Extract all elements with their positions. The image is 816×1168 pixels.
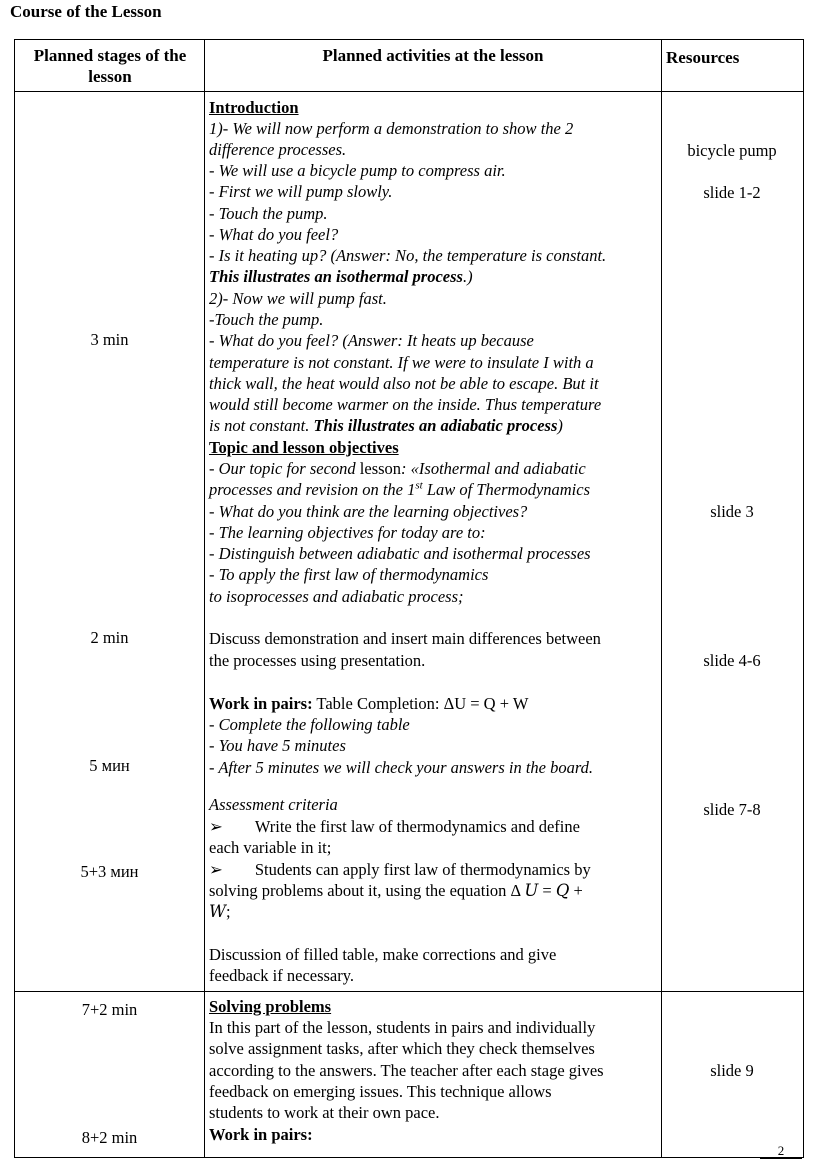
header-stages: Planned stages of the lesson — [33, 46, 187, 86]
activity-line: In this part of the lesson, students in pairs and individually — [209, 1018, 596, 1037]
isothermal-emphasis: This illustrates an isothermal process — [209, 267, 463, 286]
arrow-bullet-icon: ➢ — [209, 860, 223, 879]
activity-line: - Touch the pump. — [209, 204, 328, 223]
header-resources: Resources — [666, 48, 740, 67]
activity-line: according to the answers. The teacher after each stage gives — [209, 1061, 604, 1080]
activity-fragment: : «Isothermal and adiabatic — [401, 459, 586, 478]
stage-time: 3 min — [90, 330, 129, 349]
work-in-pairs-label: Work in pairs: — [209, 1125, 313, 1144]
resource-item: bicycle pump — [687, 141, 777, 160]
activity-line: - Complete the following table — [209, 715, 410, 734]
assessment-criterion — [209, 859, 591, 880]
activity-line: would still become warmer on the inside. Thus temperature — [209, 395, 602, 414]
activity-line: -Touch the pump. — [209, 310, 324, 329]
column-divider-1 — [204, 39, 205, 1157]
activity-line: - We will use a bicycle pump to compress air. — [209, 161, 506, 180]
activity-line: Discuss demonstration and insert main differences between — [209, 629, 601, 648]
activity-line: difference processes. — [209, 140, 347, 159]
assessment-title: Assessment criteria — [209, 795, 338, 814]
stage-time: 5+3 мин — [80, 862, 139, 881]
arrow-bullet-icon: ➢ — [209, 817, 223, 836]
activity-fragment: .) — [462, 267, 473, 286]
activity-line: the processes using presentation. — [209, 651, 426, 670]
resource-item: slide 7-8 — [703, 800, 761, 819]
activity-line: temperature is not constant. If we were to insulate I with a — [209, 353, 594, 372]
activity-fragment: - Our topic for second — [209, 459, 360, 478]
page-number: 2 — [760, 1144, 802, 1159]
header-row-divider — [14, 91, 803, 92]
activity-fragment: lesson — [359, 459, 402, 478]
activity-line: solving problems about it, using the equation Δ 𝑈 = 𝑄 + — [209, 881, 583, 900]
activity-line — [209, 693, 528, 714]
superscript: st — [415, 479, 423, 492]
activity-line: - To apply the first law of thermodynamics — [209, 565, 489, 584]
activity-line: thick wall, the heat would also not be able to escape. But it — [209, 374, 599, 393]
resource-item: slide 1-2 — [703, 183, 761, 202]
adiabatic-emphasis: This illustrates an adiabatic process — [313, 416, 558, 435]
activity-line — [209, 266, 473, 287]
activity-line: students to work at their own pace. — [209, 1103, 440, 1122]
section-title-solving: Solving problems — [209, 997, 332, 1016]
activity-line — [209, 479, 590, 500]
stage-time: 7+2 min — [81, 1000, 138, 1019]
stage-time: 5 мин — [89, 756, 130, 775]
section-title-introduction: Introduction — [209, 98, 299, 117]
activity-line: - After 5 minutes we will check your answers in the board. — [209, 758, 594, 777]
activity-fragment: is not constant. — [209, 416, 314, 435]
activity-fragment: processes and revision on the 1 — [209, 480, 416, 499]
stage-time: 2 min — [90, 628, 129, 647]
resource-item: slide 4-6 — [703, 651, 761, 670]
activity-fragment: Table Completion: ΔU = Q + W — [312, 694, 529, 713]
activity-line: - Distinguish between adiabatic and isothermal processes — [209, 544, 591, 563]
assessment-criterion — [209, 816, 580, 837]
activity-line: - The learning objectives for today are to: — [209, 523, 486, 542]
activity-line: - First we will pump slowly. — [209, 182, 393, 201]
activity-line: - What do you think are the learning objectives? — [209, 502, 528, 521]
activity-line: 𝑊; — [209, 902, 231, 921]
activity-line: solve assignment tasks, after which they check themselves — [209, 1039, 595, 1058]
activity-line: - You have 5 minutes — [209, 736, 346, 755]
activity-line: feedback if necessary. — [209, 966, 355, 985]
activity-line — [209, 415, 563, 436]
section-row-divider — [14, 991, 803, 992]
work-in-pairs-label: Work in pairs: — [209, 694, 313, 713]
activity-line: feedback on emerging issues. This technique allows — [209, 1082, 552, 1101]
activity-line: 1)- We will now perform a demonstration to show the 2 — [209, 119, 574, 138]
activity-line: - What do you feel? — [209, 225, 339, 244]
activity-line: - Is it heating up? (Answer: No, the temperature is constant. — [209, 246, 607, 265]
page-heading: Course of the Lesson — [10, 2, 162, 21]
activity-line: Discussion of filled table, make corrections and give — [209, 945, 557, 964]
activity-line: to isoprocesses and adiabatic process; — [209, 587, 464, 606]
activity-line: - What do you feel? (Answer: It heats up because — [209, 331, 534, 350]
activity-fragment: Students can apply first law of thermodynamics by — [254, 860, 591, 879]
activity-fragment: Write the first law of thermodynamics and define — [254, 817, 580, 836]
activity-line: each variable in it; — [209, 838, 332, 857]
section-title-topic: Topic and lesson objectives — [209, 438, 399, 457]
resource-item: slide 3 — [710, 502, 754, 521]
activity-line — [209, 458, 586, 479]
activity-line: 2)- Now we will pump fast. — [209, 289, 387, 308]
activity-fragment: ) — [557, 416, 563, 435]
column-divider-2 — [661, 39, 662, 1157]
stage-time: 8+2 min — [81, 1128, 138, 1147]
header-activities: Planned activities at the lesson — [322, 46, 544, 65]
activity-fragment: Law of Thermodynamics — [422, 480, 591, 499]
resource-item: slide 9 — [710, 1061, 754, 1080]
